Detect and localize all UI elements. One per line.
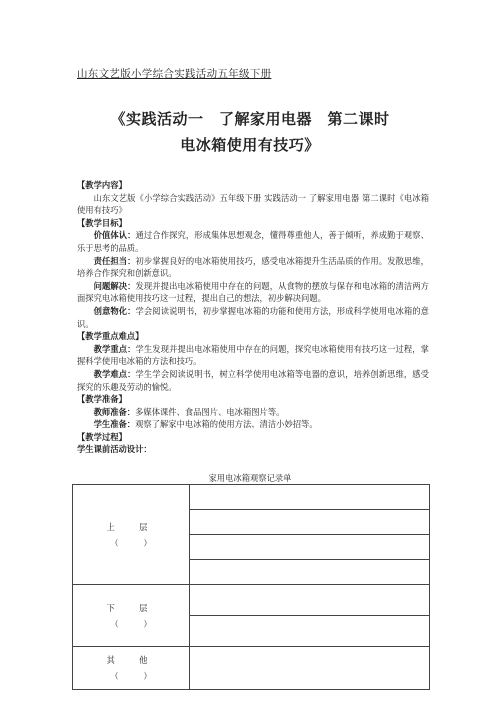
teacher-prep <box>77 406 429 419</box>
table-row <box>73 585 430 616</box>
key-point <box>77 343 429 368</box>
group-label: 下 层 <box>106 602 156 613</box>
goal-text: 通过合作探究，形成集体思想观念，懂得尊重他人，善于倾听，养成勤于观察、乐于思考的品质。 <box>77 230 429 253</box>
section-heading-goals: 【教学目标】 <box>77 217 127 228</box>
record-cell[interactable] <box>190 647 430 690</box>
key-label: 教学重点： <box>93 343 136 354</box>
section-heading-preparation: 【教学准备】 <box>77 394 127 405</box>
goal-text: 学会阅读说明书，初步掌握电冰箱的功能和使用方法，形成科学使用电冰箱的意识。 <box>77 305 429 329</box>
goal-value <box>77 229 429 254</box>
goal-label: 问题解决： <box>93 280 136 291</box>
lesson-content <box>77 179 429 456</box>
record-cell[interactable] <box>190 585 430 616</box>
goal-label: 责任担当： <box>93 255 136 266</box>
key-text: 学生学会阅读说明书，树立科学使用电冰箱等电器的意识，培养创新思维，感受探究的乐趣及劳动的愉悦。 <box>77 368 429 392</box>
table-row <box>73 647 430 690</box>
goal-label: 价值体认： <box>93 230 136 241</box>
group-bracket: （ ） <box>110 618 152 629</box>
record-cell[interactable] <box>190 510 430 535</box>
goal-text: 初步掌握良好的电冰箱使用技巧，感受电冰箱提升生活品质的作用。发散思维，培养合作探究和创新意识。 <box>77 255 429 279</box>
section-heading-process: 【教学过程】 <box>77 431 127 442</box>
goal-creativity <box>77 305 429 330</box>
prep-label: 教师准备： <box>93 406 136 417</box>
group-label: 上 层 <box>106 521 156 532</box>
key-text: 学生发现并提出电冰箱使用中存在的问题，探究电冰箱使用有技巧这一过程，掌握科学使用电冰箱的方法和技巧。 <box>77 343 429 367</box>
table-row <box>73 485 430 510</box>
table-caption: 家用电冰箱观察记录单 <box>208 473 292 483</box>
record-cell[interactable] <box>190 535 430 560</box>
page-header: 山东文艺版小学综合实践活动五年级下册 <box>77 68 272 80</box>
group-bracket: （ ） <box>110 671 152 681</box>
student-prep <box>77 418 429 431</box>
group-bracket: （ ） <box>110 537 152 548</box>
goal-responsibility <box>77 255 429 280</box>
difficult-point <box>77 368 429 393</box>
section-heading-content: 【教学内容】 <box>77 180 127 190</box>
group-cell-upper <box>73 485 190 585</box>
observation-record-table <box>72 484 430 690</box>
prep-text: 多媒体课件、食品图片、电冰箱图片等。 <box>135 406 285 417</box>
goal-text: 发现并提出电冰箱使用中存在的问题，从食物的摆放与保存和电冰箱的清洁两方面探究电冰箱使用技巧这一过程，提出自己的想法，初步解决问题。 <box>77 280 429 304</box>
record-cell[interactable] <box>190 485 430 510</box>
prep-label: 学生准备： <box>93 419 136 430</box>
key-label: 教学难点： <box>93 368 136 379</box>
doc-title-line1: 《实践活动一 了解家用电器 第二课时 <box>110 110 390 128</box>
content-text: 山东文艺版《小学综合实践活动》五年级下册 实践活动一 了解家用电器 第二课时《电冰箱使用有技巧》 <box>77 192 429 216</box>
record-cell[interactable] <box>190 616 430 647</box>
record-cell[interactable] <box>190 560 430 585</box>
prep-text: 观察了解家中电冰箱的使用方法、清洁小妙招等。 <box>135 419 318 430</box>
goal-label: 创意物化： <box>93 305 136 316</box>
group-cell-other <box>73 647 190 690</box>
doc-title-line2: 电冰箱使用有技巧》 <box>180 136 320 154</box>
group-label: 其 他 <box>106 655 156 665</box>
group-cell-lower <box>73 585 190 647</box>
section-heading-key-points: 【教学重点难点】 <box>77 331 144 342</box>
pre-activity-heading: 学生课前活动设计： <box>77 444 152 455</box>
goal-problem-solving <box>77 280 429 305</box>
